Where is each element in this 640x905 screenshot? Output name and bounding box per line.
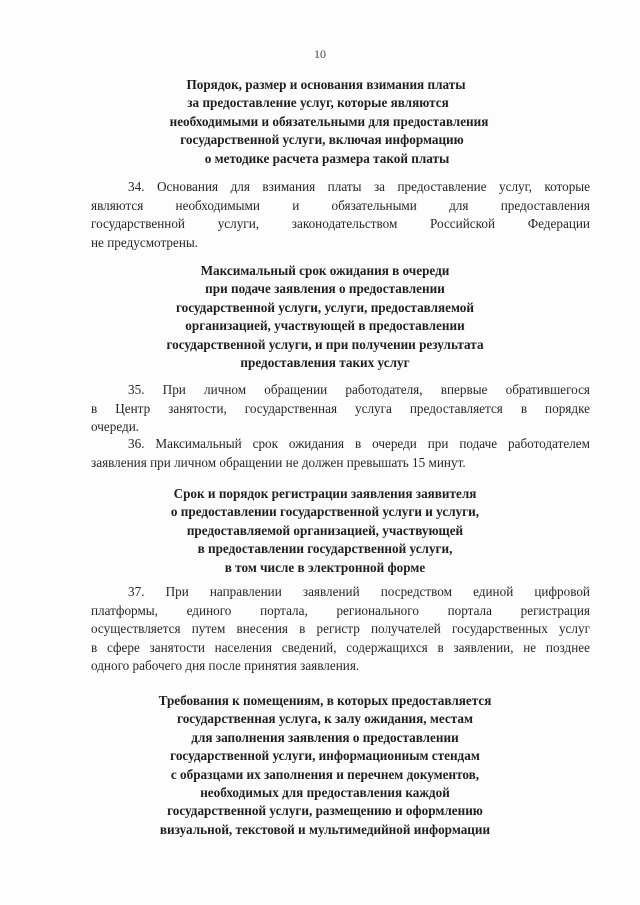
paragraph-line: не предусмотрены. — [91, 234, 199, 250]
heading-line: в предоставлении государственной услуги, — [197, 541, 453, 557]
heading-line: государственной услуги, размещению и оформлению — [167, 803, 483, 819]
paragraph-34 — [91, 178, 590, 252]
section-heading-registration — [90, 485, 560, 577]
heading-line: с образцами их заполнения и перечнем документов, — [170, 766, 480, 782]
heading-line: государственной услуги, услуги, предоставляемой — [175, 299, 474, 315]
paragraph-line: государственной услуги, законодательством Российской Федерации — [91, 216, 590, 232]
heading-line: в том числе в электронной форме — [224, 559, 426, 575]
paragraph-line: платформы, единого портала, регионального портала регистрация — [91, 602, 590, 618]
heading-line: за предоставление услуг, которые являются — [187, 95, 449, 111]
heading-line: Порядок, размер и основания взимания платы — [186, 77, 466, 92]
page-number: 10 — [314, 47, 326, 61]
heading-line: государственная услуга, к залу ожидания, местам — [177, 711, 473, 727]
heading-line: необходимыми и обязательными для предоставления — [169, 113, 489, 129]
heading-line: для заполнения заявления о предоставлении — [191, 729, 459, 745]
heading-line: организацией, участвующей в предоставлении — [185, 318, 465, 334]
paragraph-line: в Центр занятости, государственная услуга предоставляется в порядке — [91, 400, 590, 416]
heading-line: Максимальный срок ожидания в очереди — [200, 263, 450, 278]
heading-line: необходимых для предоставления каждой — [200, 785, 450, 801]
heading-line: визуальной, текстовой и мультимедийной информации — [159, 821, 491, 837]
paragraph-line: очереди. — [91, 419, 140, 435]
paragraph-37 — [91, 583, 590, 676]
paragraph-line: 34. Основания для взимания платы за предоставление услуг, которые — [128, 179, 590, 194]
section-heading-premises-requirements — [90, 692, 560, 839]
paragraph-36 — [91, 435, 590, 472]
section-heading-queue-time — [90, 262, 560, 372]
heading-line: предоставления таких услуг — [240, 355, 410, 371]
heading-line: предоставляемой организацией, участвующей — [186, 522, 464, 538]
heading-line: Требования к помещениям, в которых предоставляется — [158, 693, 492, 708]
paragraph-35 — [91, 381, 590, 437]
paragraph-line: 35. При личном обращении работодателя, впервые обратившегося — [128, 382, 590, 397]
section-heading-payment — [90, 76, 560, 168]
paragraph-line: 36. Максимальный срок ожидания в очереди при подаче работодателем — [128, 436, 590, 451]
heading-line: государственной услуги, информационным стендам — [170, 748, 480, 764]
heading-line: о предоставлении государственной услуги и услуги, — [170, 504, 480, 520]
paragraph-line: одного рабочего дня после принятия заявления. — [91, 658, 360, 674]
heading-line: о методике расчета размера такой платы — [204, 150, 450, 166]
heading-line: государственной услуги, включая информацию — [180, 132, 464, 148]
paragraph-line: 37. При направлении заявлений посредством единой цифровой — [128, 584, 590, 599]
paragraph-line: в сфере занятости населения сведений, содержащихся в заявлении, не позднее — [91, 639, 590, 655]
paragraph-line: являются необходимыми и обязательными для предоставления — [91, 197, 590, 213]
heading-line: при подаче заявления о предоставлении — [205, 281, 445, 297]
heading-line: Срок и порядок регистрации заявления заявителя — [173, 486, 477, 501]
paragraph-line: осуществляется путем внесения в регистр получателей государственных услуг — [91, 621, 590, 637]
heading-line: государственной услуги, и при получении результата — [166, 336, 484, 352]
paragraph-line: заявления при личном обращении не должен превышать 15 минут. — [91, 454, 466, 470]
